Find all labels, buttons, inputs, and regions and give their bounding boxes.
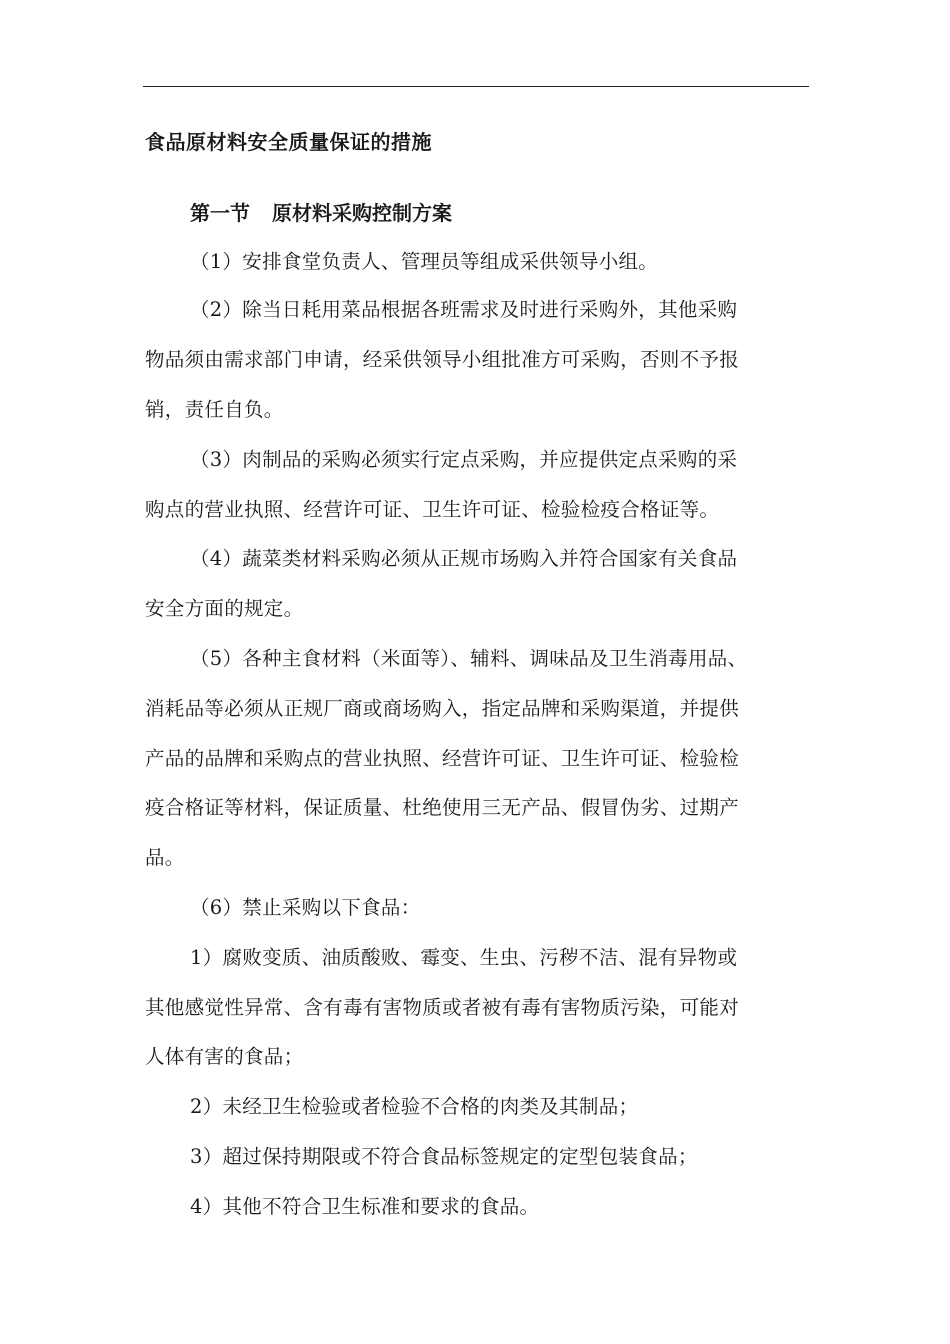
paragraph-line: 安全方面的规定。 [145,597,304,620]
paragraph-line: 2）未经卫生检验或者检验不合格的肉类及其制品； [190,1095,639,1118]
paragraph-line: （2）除当日耗用菜品根据各班需求及时进行采购外，其他采购 [190,298,738,321]
paragraph-line: （6）禁止采购以下食品： [190,896,421,919]
paragraph-line: 3）超过保持期限或不符合食品标签规定的定型包装食品； [190,1145,698,1168]
paragraph-line: 购点的营业执照、经营许可证、卫生许可证、检验检疫合格证等。 [145,498,720,521]
paragraph-line: （3）肉制品的采购必须实行定点采购，并应提供定点采购的采 [190,448,738,471]
paragraph-line: 人体有害的食品； [145,1045,304,1068]
paragraph-line: 产品的品牌和采购点的营业执照、经营许可证、卫生许可证、检验检 [145,747,740,770]
paragraph-line: 消耗品等必须从正规厂商或商场购入，指定品牌和采购渠道，并提供 [145,697,740,720]
paragraph-line: 1）腐败变质、油质酸败、霉变、生虫、污秽不洁、混有异物或 [190,946,738,969]
section-name: 原材料采购控制方案 [272,201,452,225]
paragraph-line: 销，责任自负。 [145,398,284,421]
document-title: 食品原材料安全质量保证的措施 [145,130,432,154]
paragraph-line: 其他感觉性异常、含有毒有害物质或者被有毒有害物质污染，可能对 [145,996,740,1019]
paragraph-line: （4）蔬菜类材料采购必须从正规市场购入并符合国家有关食品 [190,547,738,570]
paragraph-line: 4）其他不符合卫生标准和要求的食品。 [190,1195,540,1218]
paragraph-line: 疫合格证等材料，保证质量、杜绝使用三无产品、假冒伪劣、过期产 [145,796,740,819]
paragraph-line: 物品须由需求部门申请，经采供领导小组批准方可采购，否则不予报 [145,348,740,371]
paragraph-line: （5）各种主食材料（米面等）、辅料、调味品及卫生消毒用品、 [190,647,748,670]
section-number: 第一节 [190,201,250,225]
paragraph-line: （1）安排食堂负责人、管理员等组成采供领导小组。 [190,250,659,273]
paragraph-line: 品。 [145,846,185,869]
header-rule [143,86,809,87]
section-heading [190,197,452,226]
